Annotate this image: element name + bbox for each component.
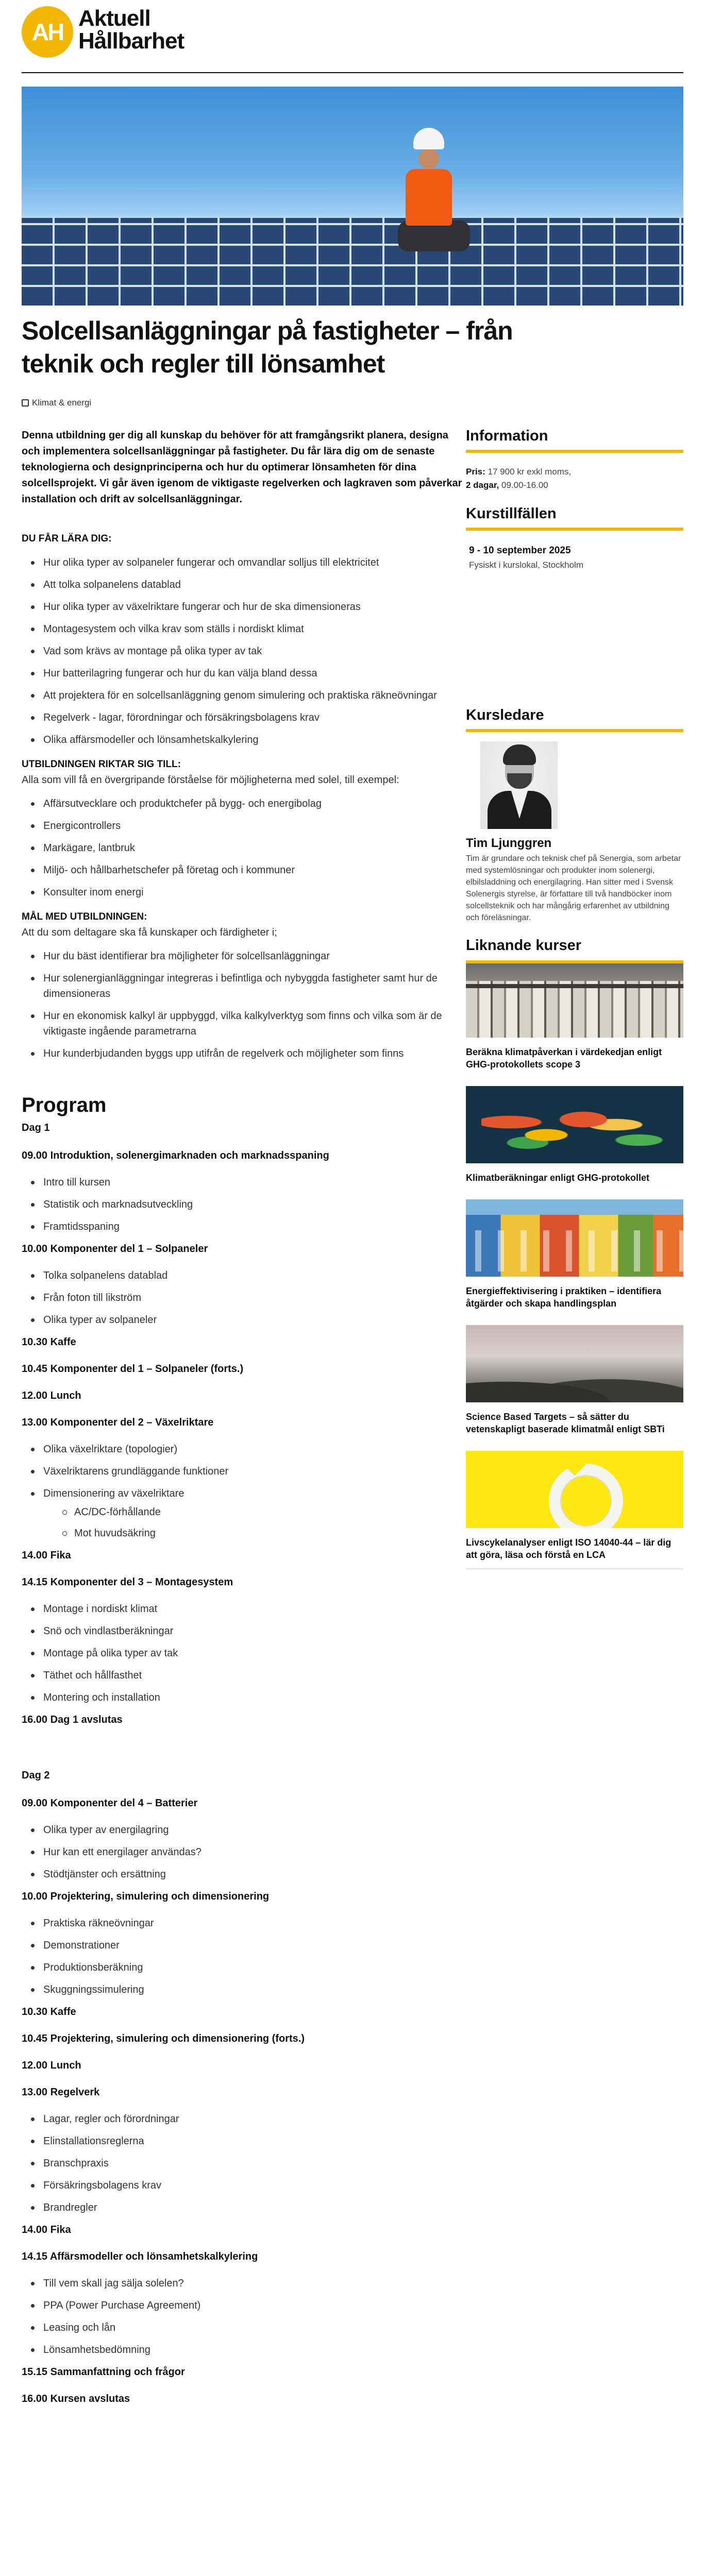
info-heading: Information — [466, 428, 683, 453]
list-item: Montering och installation — [22, 1690, 465, 1705]
list-item: Lönsamhetsbedömning — [22, 2342, 465, 2358]
list-item: Att projektera för en solcellsanläggning genom simulering och praktiska räkneövningar — [22, 688, 465, 703]
category-tag[interactable] — [22, 398, 91, 408]
course-link[interactable]: Beräkna klimatpåverkan i värdekedjan enligt GHG-protokollets scope 3 — [466, 1047, 662, 1070]
list-item: Framtidsspaning — [22, 1219, 465, 1234]
sidebar — [466, 428, 683, 1585]
program-slot: 10.45 Komponenter del 1 – Solpaneler (forts.) — [22, 1363, 244, 1375]
list-item: Hur en ekonomisk kalkyl är uppbyggd, vilka kalkylverktyg som finns och vilka som är de viktigaste ingående parametrarna — [22, 1008, 465, 1039]
calendar-icon — [22, 399, 29, 406]
list-item: Regelverk - lagar, förordningar och försäkringsbolagens krav — [22, 710, 465, 725]
program-slot: 14.15 Affärsmodeller och lönsamhetskalkylering — [22, 2251, 258, 2262]
list-item: Tolka solpanelens datablad — [22, 1268, 465, 1283]
sub-list — [43, 1504, 465, 1541]
list-item: Skuggningssimulering — [22, 1982, 465, 1997]
learn-list — [22, 555, 465, 748]
audience-intro: Alla som vill få en övergripande förståelse för möjligheterna med solel, till exempel: — [22, 774, 399, 786]
program-slot: 14.00 Fika — [22, 2224, 71, 2235]
program-slot: 12.00 Lunch — [22, 2060, 81, 2071]
similar-course-card[interactable] — [466, 1086, 683, 1184]
session-date: 9 - 10 september 2025 — [469, 545, 571, 556]
list-item: Branschpraxis — [22, 2156, 465, 2171]
course-thumbnail[interactable] — [466, 1086, 683, 1163]
similar-course-card[interactable] — [466, 1199, 683, 1310]
program-slot: 15.15 Sammanfattning och frågor — [22, 2366, 185, 2378]
list-item: Montage på olika typer av tak — [22, 1646, 465, 1661]
list-item: Hur olika typer av växelriktare fungerar och hur de ska dimensioneras — [22, 599, 465, 615]
program-slot: 09.00 Introduktion, solenergimarknaden och marknadsspaning — [22, 1150, 329, 1161]
goals-heading: MÅL MED UTBILDNINGEN: — [22, 911, 147, 922]
similar-course-card[interactable] — [466, 1325, 683, 1435]
course-thumbnail[interactable] — [466, 960, 683, 1038]
goals-list — [22, 948, 465, 1061]
list-item: Konsulter inom energi — [22, 885, 465, 900]
list-item: Energicontrollers — [22, 818, 465, 834]
course-link[interactable]: Klimatberäkningar enligt GHG-protokollet — [466, 1173, 650, 1183]
list-item: Växelriktarens grundläggande funktioner — [22, 1464, 465, 1479]
program-slot: 10.30 Kaffe — [22, 1336, 76, 1348]
program-slot: 13.00 Komponenter del 2 – Växelriktare — [22, 1417, 214, 1428]
duration-value: 09.00-16.00 — [501, 480, 548, 490]
similar-heading: Liknande kurser — [466, 937, 582, 954]
list-item: Markägare, lantbruk — [22, 840, 465, 856]
list-item: Stödtjänster och ersättning — [22, 1867, 465, 1882]
list-item: Olika typer av energilagring — [22, 1822, 465, 1838]
list-item: Montage i nordiskt klimat — [22, 1601, 465, 1617]
day-2-label: Dag 2 — [22, 1770, 50, 1781]
program-list — [22, 1268, 465, 1328]
similar-course-card[interactable] — [466, 1451, 683, 1569]
audience-heading: UTBILDNINGEN RIKTAR SIG TILL: — [22, 759, 181, 770]
list-item: Statistik och marknadsutveckling — [22, 1197, 465, 1212]
info-block — [466, 465, 683, 492]
sessions-heading: Kurstillfällen — [466, 505, 683, 531]
program-list — [22, 1916, 465, 1997]
program-slot: 16.00 Kursen avslutas — [22, 2393, 130, 2404]
list-item: Hur olika typer av solpaneler fungerar och omvandlar solljus till elektricitet — [22, 555, 465, 570]
program-list — [22, 2111, 465, 2215]
list-item: Hur kan ett energilager användas? — [22, 1844, 465, 1860]
course-thumbnail[interactable] — [466, 1451, 683, 1528]
course-link[interactable]: Energieffektivisering i praktiken – identifiera åtgärder och skapa handlingsplan — [466, 1286, 662, 1309]
list-item: Försäkringsbolagens krav — [22, 2178, 465, 2193]
list-item — [22, 1486, 465, 1541]
program-slot: 13.00 Regelverk — [22, 2087, 100, 2098]
list-item: Att tolka solpanelens datablad — [22, 577, 465, 592]
leader-bio: Tim är grundare och teknisk chef på Senergia, som arbetar med systemlösningar och produkter inom solenergi, elbilsladdning och energilagring. Han sitter med i Svensk Solenergis styrelse, är författare till två handböcker inom solcellsteknik och har mångårig erfarenhet av utbildning och föreläsningar. — [466, 854, 681, 922]
list-item: Hur solenergianläggningar integreras i befintliga och nybyggda fastigheter samt hur de dimensioneras — [22, 971, 465, 1002]
course-link[interactable]: Livscykelanalyser enligt ISO 14040-44 – lär dig att göra, läsa och förstå en LCA — [466, 1537, 672, 1560]
list-item: Miljö- och hållbarhetschefer på företag och i kommuner — [22, 862, 465, 878]
program-heading: Program — [22, 1094, 107, 1116]
hero-image — [22, 87, 683, 306]
leader-name: Tim Ljunggren — [466, 836, 552, 850]
list-item: Elinstallationsreglerna — [22, 2133, 465, 2149]
list-item: Olika typer av solpaneler — [22, 1312, 465, 1328]
list-item: Hur batterilagring fungerar och hur du kan välja bland dessa — [22, 666, 465, 681]
program-slot: 10.00 Projektering, simulering och dimensionering — [22, 1891, 270, 1902]
list-item: Demonstrationer — [22, 1938, 465, 1953]
price-label: Pris: — [466, 467, 485, 477]
list-item: Till vem skall jag sälja solelen? — [22, 2276, 465, 2291]
program-slot: 12.00 Lunch — [22, 1390, 81, 1401]
main-content — [22, 428, 465, 2418]
list-item: Olika affärsmodeller och lönsamhetskalkylering — [22, 732, 465, 748]
list-item: Från foton till likström — [22, 1290, 465, 1306]
session-place: Fysiskt i kurslokal, Stockholm — [469, 560, 583, 570]
site-header — [22, 0, 683, 73]
similar-course-card[interactable] — [466, 960, 683, 1071]
sub-list-item: AC/DC-förhållande — [43, 1504, 465, 1520]
program-slot: 10.30 Kaffe — [22, 2006, 76, 2018]
program-list — [22, 1822, 465, 1882]
list-item: Hur du bäst identifierar bra möjligheter för solcellsanläggningar — [22, 948, 465, 964]
program-list — [22, 1601, 465, 1705]
page-title: Solcellsanläggningar på fastigheter – från teknik och regler till lönsamhet — [22, 316, 513, 378]
divider — [466, 1568, 683, 1569]
program-slot: 16.00 Dag 1 avslutas — [22, 1714, 123, 1725]
program-slot: 14.00 Fika — [22, 1550, 71, 1561]
audience-list — [22, 796, 465, 900]
leader-heading: Kursledare — [466, 707, 683, 732]
list-item: Produktionsberäkning — [22, 1960, 465, 1975]
course-link[interactable]: Science Based Targets – så sätter du vetenskapligt baserade klimatmål enligt SBTi — [466, 1412, 665, 1434]
list-item: Leasing och lån — [22, 2320, 465, 2335]
logo-icon[interactable]: AH — [22, 6, 73, 58]
program-slot: 10.00 Komponenter del 1 – Solpaneler — [22, 1243, 208, 1255]
list-item: Intro till kursen — [22, 1175, 465, 1190]
price-value: 17 900 kr exkl moms, — [488, 467, 572, 477]
worker-illustration — [377, 128, 480, 257]
logo-line-2: Hållbarhet — [78, 28, 184, 54]
lead-paragraph: Denna utbildning ger dig all kunskap du behöver för att framgångsrikt planera, designa och implementera solcellsanläggningar på fastigheter. Du får lära dig om de senaste teknologierna och designprinciperna och hur du optimerar lönsamheten för dina solcellsprojekt. Vi går även igenom de viktigaste regelverken och lagkraven som påverkar installation och drift av solcellsanläggningar. — [22, 430, 462, 505]
program-list — [22, 1442, 465, 1541]
program-list — [22, 1175, 465, 1234]
list-item: Brandregler — [22, 2200, 465, 2215]
duration-label: 2 dagar, — [466, 480, 499, 490]
list-item: Lagar, regler och förordningar — [22, 2111, 465, 2127]
list-item: Praktiska räkneövningar — [22, 1916, 465, 1931]
day-1-label: Dag 1 — [22, 1122, 50, 1133]
list-item: Snö och vindlastberäkningar — [22, 1623, 465, 1639]
list-item: Hur kunderbjudanden byggs upp utifrån de regelverk och möjligheter som finns — [22, 1046, 465, 1061]
content-wrapper — [22, 0, 683, 2404]
sub-list-item: Mot huvudsäkring — [43, 1526, 465, 1541]
logo-line-1: Aktuell — [78, 6, 150, 31]
program-slot: 10.45 Projektering, simulering och dimensionering (forts.) — [22, 2033, 305, 2044]
category-label: Klimat & energi — [32, 398, 92, 408]
list-item: Täthet och hållfasthet — [22, 1668, 465, 1683]
list-item-label: Dimensionering av växelriktare — [43, 1488, 184, 1499]
list-item: Affärsutvecklare och produktchefer på bygg- och energibolag — [22, 796, 465, 811]
list-item: Olika växelriktare (topologier) — [22, 1442, 465, 1457]
learn-heading: DU FÅR LÄRA DIG: — [22, 533, 112, 544]
course-thumbnail[interactable] — [466, 1325, 683, 1402]
list-item: PPA (Power Purchase Agreement) — [22, 2298, 465, 2313]
list-item: Vad som krävs av montage på olika typer av tak — [22, 643, 465, 659]
course-thumbnail[interactable] — [466, 1199, 683, 1277]
session-item[interactable] — [466, 543, 683, 572]
leader-avatar — [480, 741, 558, 829]
site-logo-text[interactable] — [78, 7, 184, 53]
program-slot: 14.15 Komponenter del 3 – Montagesystem — [22, 1577, 233, 1588]
program-list — [22, 2276, 465, 2358]
program-slot: 09.00 Komponenter del 4 – Batterier — [22, 1798, 198, 1809]
goals-intro: Att du som deltagare ska få kunskaper och färdigheter i; — [22, 927, 277, 938]
list-item: Montagesystem och vilka krav som ställs i nordiskt klimat — [22, 621, 465, 637]
